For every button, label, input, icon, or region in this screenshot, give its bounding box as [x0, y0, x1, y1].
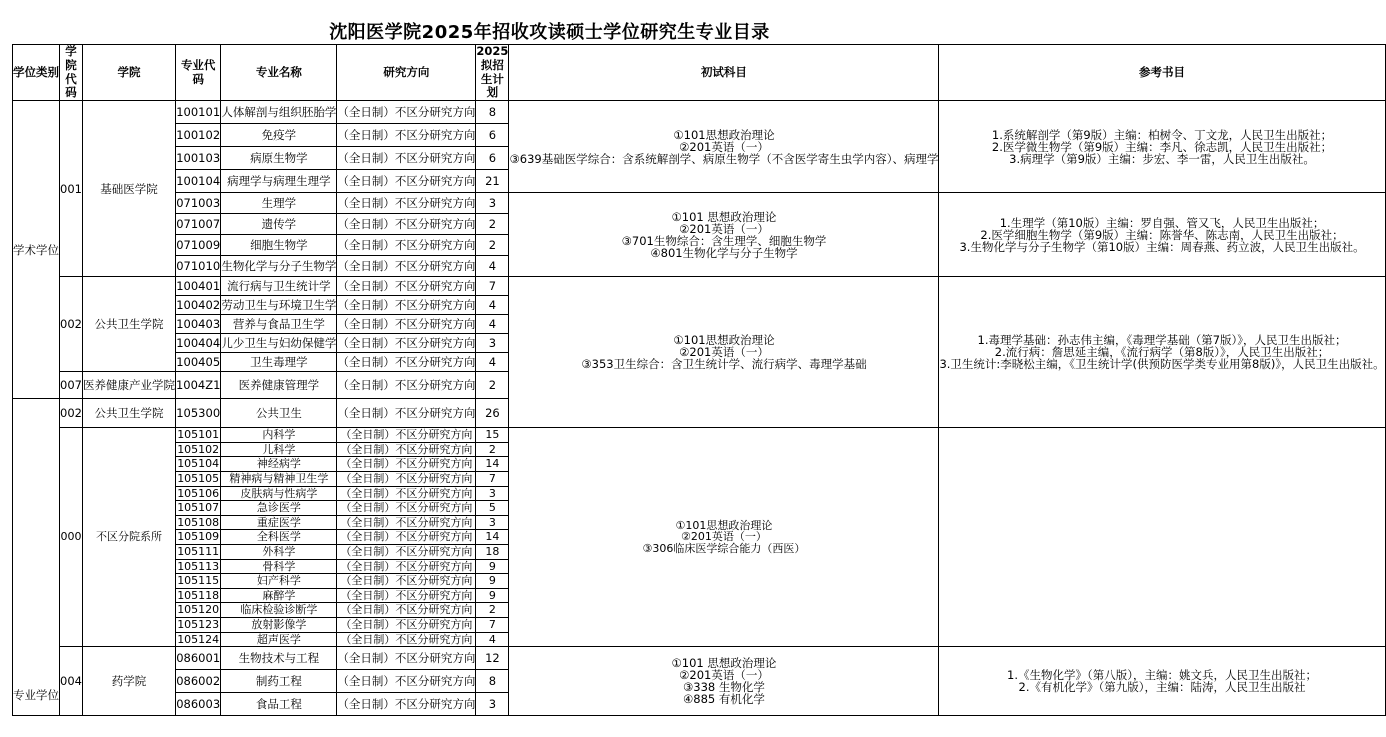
major-code: 086001 — [175, 647, 220, 670]
header-major-code: 专业代码 — [175, 45, 220, 101]
direction: （全日制）不区分研究方向 — [337, 315, 476, 334]
direction: （全日制）不区分研究方向 — [337, 214, 476, 235]
direction: （全日制）不区分研究方向 — [337, 515, 476, 530]
major-code: 105105 — [177, 471, 220, 485]
direction: （全日制）不区分研究方向 — [337, 147, 476, 170]
reference-line: 2.《有机化学》（第九版），主编：陆涛，人民卫生出版社 — [1018, 680, 1306, 695]
major-name: 公共卫生 — [221, 399, 337, 428]
major-code: 086003 — [175, 693, 220, 716]
header-row — [13, 45, 1386, 101]
direction: （全日制）不区分研究方向 — [337, 170, 476, 193]
major-name: 食品工程 — [221, 693, 337, 716]
major-name: 内科学 — [221, 428, 337, 443]
table-row — [13, 428, 1386, 443]
major-code: 100402 — [175, 296, 220, 315]
major-name: 人体解剖与组织胚胎学 — [221, 101, 337, 124]
exam-line: ②201英语（一） — [679, 221, 769, 236]
reference-line: 2.流行病：詹思延主编，《流行病学（第8版）》，人民卫生出版社； — [994, 345, 1330, 360]
major-code: 105102 — [177, 442, 220, 456]
school-code: 002 — [60, 277, 83, 372]
exam-line: ③639基础医学综合：含系统解剖学、病原生物学（不含医学寄生虫学内容）、病理学 — [509, 151, 939, 166]
header-exam-subjects: 初试科目 — [509, 45, 939, 101]
major-code: 100404 — [175, 334, 220, 353]
major-code: 105104 — [177, 457, 220, 471]
exam-subjects — [509, 101, 939, 193]
plan-count: 7 — [476, 617, 509, 632]
page-title: 沈阳医学院2025年招收攻读硕士学位研究生专业目录 — [329, 22, 770, 43]
header-direction: 研究方向 — [337, 45, 476, 101]
major-name: 骨科学 — [221, 559, 337, 574]
exam-line: ①101 思想政治理论 — [671, 209, 777, 224]
major-code: 105118 — [177, 588, 220, 602]
header-plan: 2025拟招生计划 — [476, 44, 509, 100]
plan-count: 14 — [476, 457, 509, 472]
reference-line: 1.《生物化学》（第八版），主编：姚文兵，人民卫生出版社； — [1007, 668, 1318, 683]
direction: （全日制）不区分研究方向 — [337, 501, 476, 516]
direction: （全日制）不区分研究方向 — [337, 101, 476, 124]
plan-count: 2 — [476, 603, 509, 618]
major-code: 071003 — [175, 193, 220, 214]
header-degree-type: 学位类别 — [13, 45, 60, 101]
table-row — [13, 101, 1386, 124]
major-code: 100104 — [175, 170, 220, 193]
major-code: 071007 — [175, 214, 220, 235]
major-name: 放射影像学 — [221, 617, 337, 632]
major-name: 儿少卫生与妇幼保健学 — [221, 334, 337, 353]
reference-line: 1.系统解剖学（第9版）主编：柏树令、丁文龙，人民卫生出版社； — [991, 127, 1333, 142]
major-name: 皮肤病与性病学 — [221, 486, 337, 501]
plan-count: 7 — [476, 471, 509, 486]
exam-line: ③353卫生综合：含卫生统计学、流行病学、毒理学基础 — [581, 357, 867, 372]
major-name: 生理学 — [221, 193, 337, 214]
school-name: 公共卫生学院 — [82, 277, 175, 372]
header-school: 学院 — [82, 45, 175, 101]
exam-line: ②201英语（一） — [679, 139, 769, 154]
school-code: 001 — [60, 101, 83, 277]
major-code: 105111 — [177, 544, 220, 558]
plan-count: 15 — [476, 428, 509, 443]
major-name: 病理学与病理生理学 — [221, 170, 337, 193]
direction: （全日制）不区分研究方向 — [337, 574, 476, 589]
exam-line: ③338 生物化学 — [682, 680, 765, 695]
exam-subjects — [509, 647, 939, 716]
plan-count: 2 — [476, 214, 509, 235]
plan-count: 2 — [476, 235, 509, 256]
direction: （全日制）不区分研究方向 — [337, 353, 476, 372]
major-name: 生物技术与工程 — [221, 647, 337, 670]
school-code: 000 — [60, 428, 83, 647]
direction: （全日制）不区分研究方向 — [337, 334, 476, 353]
direction: （全日制）不区分研究方向 — [337, 372, 476, 399]
reference-books — [939, 193, 1385, 277]
reference-books — [939, 101, 1385, 193]
exam-subjects — [509, 277, 939, 428]
major-name: 制药工程 — [221, 670, 337, 693]
direction: （全日制）不区分研究方向 — [337, 486, 476, 501]
major-name: 劳动卫生与环境卫生学 — [221, 296, 337, 315]
major-name: 细胞生物学 — [221, 235, 337, 256]
major-code: 105300 — [175, 399, 220, 428]
direction: （全日制）不区分研究方向 — [337, 471, 476, 486]
exam-line: ①101思想政治理论 — [673, 333, 775, 348]
direction: （全日制）不区分研究方向 — [337, 603, 476, 618]
reference-line: 3.病理学（第9版）主编：步宏、李一雷，人民卫生出版社。 — [1009, 151, 1315, 166]
major-code: 105109 — [177, 530, 220, 544]
major-name: 遗传学 — [221, 214, 337, 235]
direction: （全日制）不区分研究方向 — [337, 530, 476, 545]
major-name: 精神病与精神卫生学 — [221, 471, 337, 486]
exam-line: ①101思想政治理论 — [675, 518, 773, 532]
direction: （全日制）不区分研究方向 — [337, 277, 476, 296]
reference-line: 3.生物化学与分子生物学（第10版）主编：周春燕、药立波，人民卫生出版社。 — [959, 239, 1365, 254]
plan-count: 4 — [476, 256, 509, 277]
direction: （全日制）不区分研究方向 — [337, 693, 476, 716]
plan-count: 8 — [476, 101, 509, 124]
school-name: 医养健康产业学院 — [82, 372, 175, 399]
direction: （全日制）不区分研究方向 — [337, 256, 476, 277]
plan-count: 8 — [476, 670, 509, 693]
reference-line: 1.毒理学基础：孙志伟主编，《毒理学基础（第7版）》，人民卫生出版社； — [977, 333, 1347, 348]
major-name: 外科学 — [221, 544, 337, 559]
school-code: 004 — [60, 647, 83, 716]
major-name: 临床检验诊断学 — [221, 603, 337, 618]
plan-count: 9 — [476, 559, 509, 574]
major-name: 重症医学 — [221, 515, 337, 530]
direction: （全日制）不区分研究方向 — [337, 647, 476, 670]
plan-count: 14 — [476, 530, 509, 545]
major-code: 100403 — [175, 315, 220, 334]
header-references: 参考书目 — [939, 45, 1385, 101]
reference-line: 2.医学微生物学（第9版）主编：李凡、徐志凯，人民卫生出版社； — [991, 139, 1333, 154]
direction: （全日制）不区分研究方向 — [337, 399, 476, 428]
degree-type-academic: 学术学位 — [13, 101, 60, 399]
direction: （全日制）不区分研究方向 — [337, 588, 476, 603]
plan-count: 9 — [476, 588, 509, 603]
major-name: 急诊医学 — [221, 501, 337, 516]
direction: （全日制）不区分研究方向 — [337, 457, 476, 472]
major-name: 超声医学 — [221, 632, 337, 647]
header-school-code: 学院代码 — [60, 45, 83, 101]
plan-count: 3 — [476, 334, 509, 353]
major-name: 营养与食品卫生学 — [221, 315, 337, 334]
plan-count: 6 — [476, 124, 509, 147]
school-code: 007 — [60, 372, 83, 399]
direction: （全日制）不区分研究方向 — [337, 428, 476, 443]
plan-count: 21 — [476, 170, 509, 193]
table-row — [13, 647, 1386, 670]
major-code: 105113 — [177, 559, 220, 573]
major-code: 105124 — [177, 632, 220, 646]
plan-count: 6 — [476, 147, 509, 170]
school-name: 不区分院系所 — [82, 428, 175, 647]
direction: （全日制）不区分研究方向 — [337, 632, 476, 647]
major-code: 1004Z1 — [175, 372, 220, 399]
major-code: 105107 — [177, 501, 220, 515]
direction: （全日制）不区分研究方向 — [337, 442, 476, 457]
school-name: 药学院 — [82, 647, 175, 716]
plan-count: 26 — [476, 399, 509, 428]
exam-line: ②201英语（一） — [679, 668, 769, 683]
plan-count: 9 — [476, 574, 509, 589]
exam-subjects — [509, 193, 939, 277]
exam-line: ②201英语（一） — [681, 530, 767, 544]
exam-line: ④885 有机化学 — [682, 692, 765, 707]
major-code: 100101 — [175, 101, 220, 124]
school-name: 基础医学院 — [82, 101, 175, 277]
major-code: 100401 — [175, 277, 220, 296]
plan-count: 4 — [476, 296, 509, 315]
exam-line: ③701生物综合：含生理学、细胞生物学 — [621, 233, 827, 248]
direction: （全日制）不区分研究方向 — [337, 559, 476, 574]
reference-books — [939, 647, 1385, 716]
plan-count: 12 — [476, 647, 509, 670]
direction: （全日制）不区分研究方向 — [337, 124, 476, 147]
plan-count: 4 — [476, 632, 509, 647]
reference-line: 3.卫生统计:李晓松主编，《卫生统计学(供预防医学类专业用第8版)》，人民卫生出版社。 — [939, 357, 1385, 372]
major-code: 100103 — [175, 147, 220, 170]
exam-line: ③306临床医学综合能力（西医） — [642, 541, 806, 555]
major-code: 071010 — [175, 256, 220, 277]
reference-books — [939, 277, 1385, 428]
major-code: 105108 — [177, 515, 220, 529]
school-name: 公共卫生学院 — [82, 399, 175, 428]
plan-count: 5 — [476, 501, 509, 516]
direction: （全日制）不区分研究方向 — [337, 193, 476, 214]
exam-line: ①101思想政治理论 — [673, 127, 775, 142]
major-name: 儿科学 — [221, 442, 337, 457]
plan-count: 7 — [476, 277, 509, 296]
plan-count: 2 — [476, 442, 509, 457]
major-code: 071009 — [175, 235, 220, 256]
major-name: 卫生毒理学 — [221, 353, 337, 372]
major-name: 全科医学 — [221, 530, 337, 545]
plan-count: 3 — [476, 515, 509, 530]
major-name: 神经病学 — [221, 457, 337, 472]
major-code: 105115 — [177, 574, 220, 588]
degree-type-professional: 专业学位 — [13, 399, 60, 716]
major-name: 麻醉学 — [221, 588, 337, 603]
major-code: 100405 — [175, 353, 220, 372]
direction: （全日制）不区分研究方向 — [337, 670, 476, 693]
exam-line: ①101 思想政治理论 — [671, 655, 777, 670]
plan-count: 3 — [476, 486, 509, 501]
major-name: 妇产科学 — [221, 574, 337, 589]
major-catalog-table — [12, 44, 1386, 716]
reference-line: 1.生理学（第10版）主编：罗自强、管又飞，人民卫生出版社； — [999, 215, 1325, 230]
direction: （全日制）不区分研究方向 — [337, 617, 476, 632]
exam-line: ②201英语（一） — [679, 345, 769, 360]
direction: （全日制）不区分研究方向 — [337, 296, 476, 315]
direction: （全日制）不区分研究方向 — [337, 544, 476, 559]
plan-count: 3 — [476, 193, 509, 214]
plan-count: 3 — [476, 693, 509, 716]
table-row — [13, 277, 1386, 296]
reference-line: 2.医学细胞生物学（第9版）主编：陈誉华、陈志南，人民卫生出版社； — [980, 227, 1344, 242]
table-row — [13, 193, 1386, 214]
major-code: 086002 — [175, 670, 220, 693]
exam-subjects — [509, 428, 939, 647]
major-name: 流行病与卫生统计学 — [221, 277, 337, 296]
major-name: 生物化学与分子生物学 — [221, 256, 337, 277]
plan-count: 18 — [476, 544, 509, 559]
major-code: 105101 — [177, 428, 220, 442]
major-code: 105120 — [177, 603, 220, 617]
reference-books — [939, 428, 1385, 647]
major-code: 105123 — [177, 617, 220, 631]
major-name: 医养健康管理学 — [221, 372, 337, 399]
plan-count: 4 — [476, 315, 509, 334]
plan-count: 2 — [476, 372, 509, 399]
plan-count: 4 — [476, 353, 509, 372]
header-major-name: 专业名称 — [221, 45, 337, 101]
major-name: 病原生物学 — [221, 147, 337, 170]
exam-line: ④801生物化学与分子生物学 — [650, 245, 798, 260]
school-code: 002 — [60, 399, 83, 428]
major-code: 105106 — [177, 486, 220, 500]
major-name: 免疫学 — [221, 124, 337, 147]
direction: （全日制）不区分研究方向 — [337, 235, 476, 256]
major-code: 100102 — [175, 124, 220, 147]
